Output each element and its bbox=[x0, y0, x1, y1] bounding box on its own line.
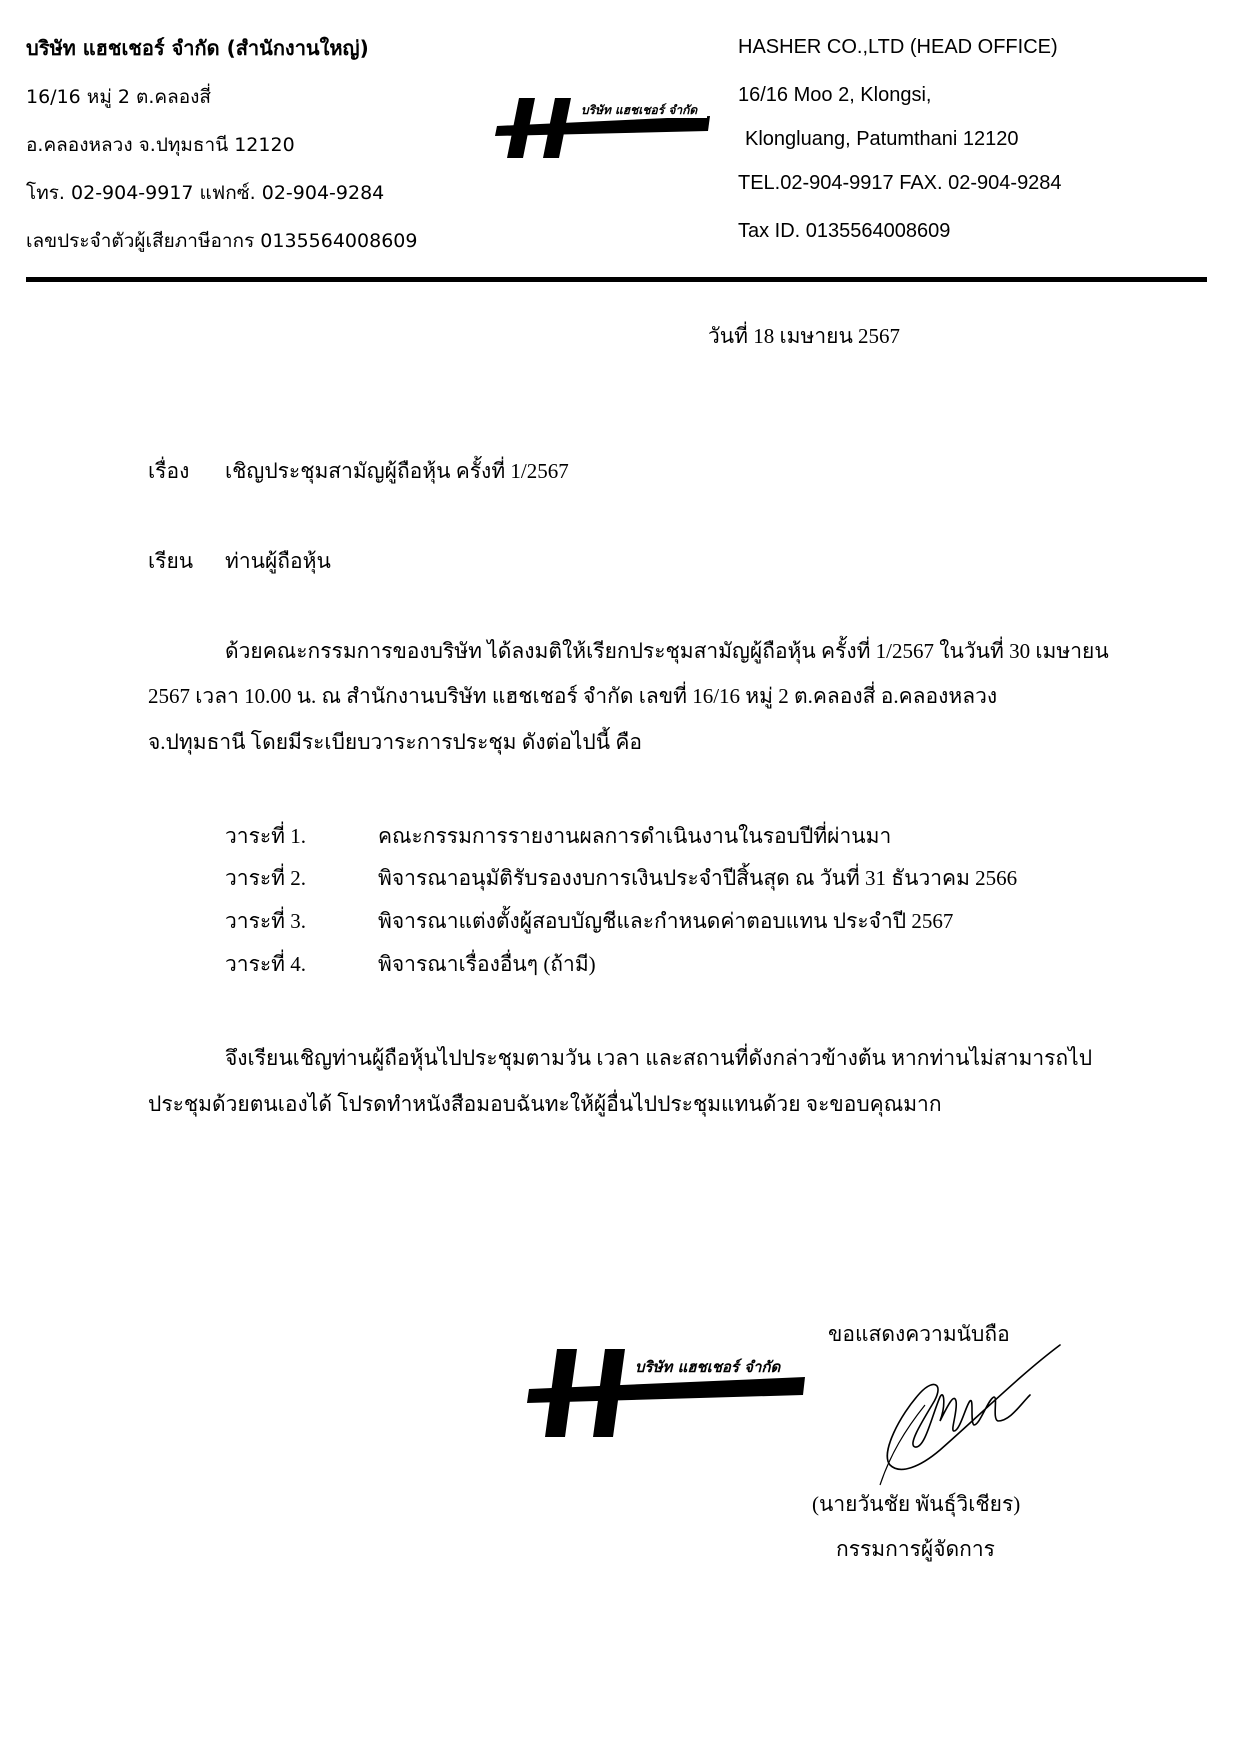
company-name-en: HASHER CO.,LTD (HEAD OFFICE) bbox=[738, 36, 1058, 58]
paragraph-2-line-2: ประชุมด้วยตนเองได้ โปรดทำหนังสือมอบฉันทะให้ผู้อื่นไปประชุมแทนด้วย จะขอบคุณมาก bbox=[148, 1092, 942, 1116]
company-logo-header bbox=[495, 96, 715, 160]
address-line-2-en: Klongluang, Patumthani 12120 bbox=[745, 128, 1019, 150]
address-line-1-th: 16/16 หมู่ 2 ต.คลองสี่ bbox=[26, 86, 212, 108]
salutation-text: ท่านผู้ถือหุ้น bbox=[225, 549, 331, 573]
signatory-name: (นายวันชัย พันธุ์วิเชียร) bbox=[812, 1492, 1021, 1516]
signature bbox=[820, 1335, 1080, 1500]
agenda-item-description: พิจารณาอนุมัติรับรองงบการเงินประจำปีสิ้นสุด ณ วันที่ 31 ธันวาคม 2566 bbox=[378, 866, 1018, 890]
address-line-1-en: 16/16 Moo 2, Klongsi, bbox=[738, 84, 932, 106]
signatory-position: กรรมการผู้จัดการ bbox=[836, 1537, 995, 1561]
agenda-item-description: พิจารณาเรื่องอื่นๆ (ถ้ามี) bbox=[378, 952, 596, 976]
paragraph-1-line-1: ด้วยคณะกรรมการของบริษัท ได้ลงมติให้เรียกประชุมสามัญผู้ถือหุ้น ครั้งที่ 1/2567 ในวันที่ 30 เมษายน bbox=[225, 639, 1109, 663]
agenda-item-number: วาระที่ 3. bbox=[225, 909, 306, 933]
header-divider bbox=[26, 277, 1207, 282]
tax-id-th: เลขประจำตัวผู้เสียภาษีอากร 0135564008609 bbox=[26, 230, 418, 252]
closing-regards: ขอแสดงความนับถือ bbox=[828, 1322, 1010, 1346]
company-name-th: บริษัท แฮชเชอร์ จำกัด (สำนักงานใหญ่) bbox=[26, 36, 369, 60]
address-line-2-th: อ.คลองหลวง จ.ปทุมธานี 12120 bbox=[26, 134, 295, 156]
logo-text-header: บริษัท แฮชเชอร์ จำกัด bbox=[581, 103, 698, 117]
tax-id-en: Tax ID. 0135564008609 bbox=[738, 220, 951, 242]
paragraph-2-line-1: จึงเรียนเชิญท่านผู้ถือหุ้นไปประชุมตามวัน เวลา และสถานที่ดังกล่าวข้างต้น หากท่านไม่สามารถไป bbox=[225, 1046, 1093, 1070]
logo-text-stamp: บริษัท แฮชเชอร์ จำกัด bbox=[635, 1358, 781, 1376]
company-stamp-logo bbox=[525, 1345, 815, 1440]
phone-line-en: TEL.02-904-9917 FAX. 02-904-9284 bbox=[738, 172, 1062, 194]
letter-date: วันที่ 18 เมษายน 2567 bbox=[708, 324, 901, 348]
agenda-item-description: พิจารณาแต่งตั้งผู้สอบบัญชีและกำหนดค่าตอบแทน ประจำปี 2567 bbox=[378, 909, 954, 933]
agenda-item-number: วาระที่ 2. bbox=[225, 866, 306, 890]
paragraph-1-line-2: 2567 เวลา 10.00 น. ณ สำนักงานบริษัท แฮชเชอร์ จำกัด เลขที่ 16/16 หมู่ 2 ต.คลองสี่ อ.คลองหลวง bbox=[148, 684, 998, 708]
salutation-label: เรียน bbox=[148, 549, 194, 573]
subject-text: เชิญประชุมสามัญผู้ถือหุ้น ครั้งที่ 1/2567 bbox=[225, 459, 569, 483]
agenda-item-number: วาระที่ 4. bbox=[225, 952, 306, 976]
phone-line-th: โทร. 02-904-9917 แฟกซ์. 02-904-9284 bbox=[26, 182, 385, 204]
paragraph-1-line-3: จ.ปทุมธานี โดยมีระเบียบวาระการประชุม ดังต่อไปนี้ คือ bbox=[148, 730, 643, 754]
agenda-item-description: คณะกรรมการรายงานผลการดำเนินงานในรอบปีที่ผ่านมา bbox=[378, 824, 892, 848]
agenda-item-number: วาระที่ 1. bbox=[225, 824, 306, 848]
subject-label: เรื่อง bbox=[148, 459, 190, 483]
